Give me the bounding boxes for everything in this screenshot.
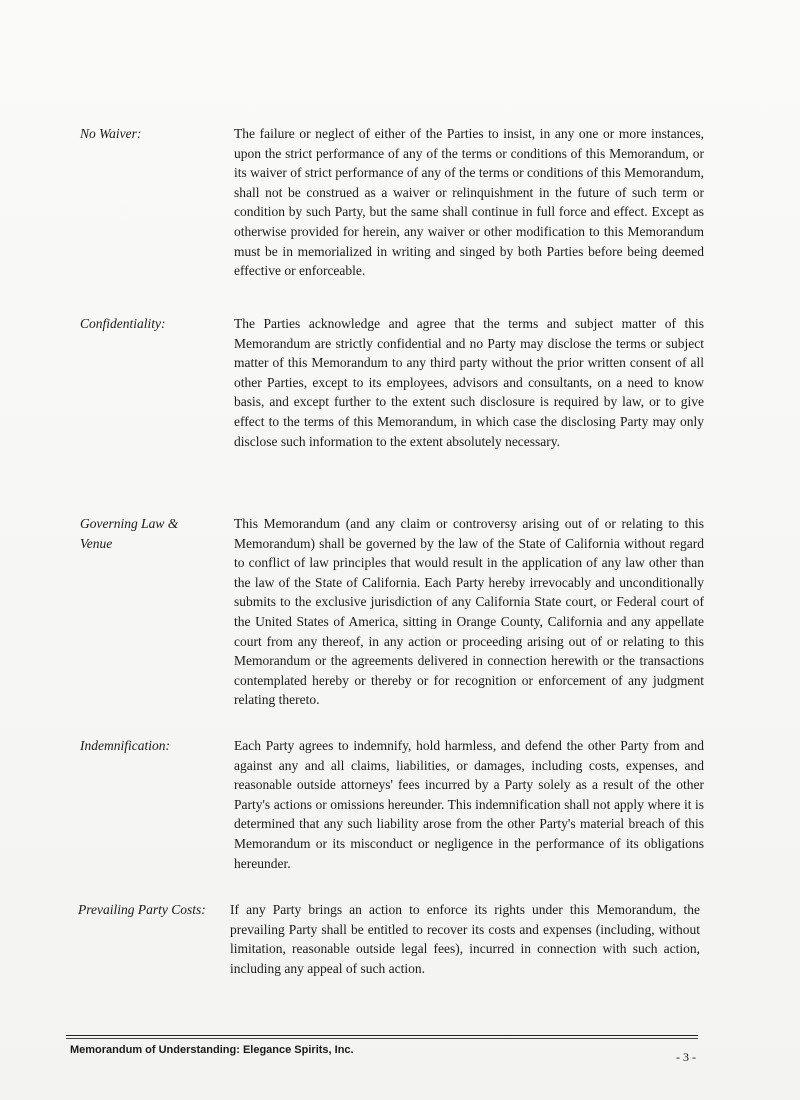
page-number: - 3 -	[676, 1050, 696, 1064]
section-text: If any Party brings an action to enforce its rights under this Memorandum, the prevailing Party shall be entitled to recover its costs and expenses (including, without limitation, reasonable outside legal fees), incurred in connection with such action, including any appeal of such action.	[230, 902, 700, 976]
footer-rule-thin	[66, 1038, 698, 1039]
section-heading: Prevailing Party Costs:	[78, 902, 206, 917]
section-text: This Memorandum (and any claim or controversy arising out of or relating to this Memorandum) shall be governed by the law of the State of California without regard to conflict of law principles that would result in the application of any law other than the law of the State of California. Each Party hereby irrevocably and unconditionally submits to the exclusive jurisdiction of any California State court, or Federal court of the United States of America, sitting in Orange County, California and any appellate court from any thereof, in any action or proceeding arising out of or relating to this Memorandum or the agreements delivered in connection herewith or the transactions contemplated hereby or thereby or for recognition or enforcement of any judgment relating thereto.	[234, 516, 704, 708]
section-text: The Parties acknowledge and agree that the terms and subject matter of this Memorandum are strictly confidential and no Party may disclose the terms or subject matter of this Memorandum to any third party without the prior written consent of all other Parties, except to its employees, advisors and consultants, on a need to know basis, and except further to the extent such disclosure is required by law, or to give effect to the terms of this Memorandum, in which case the disclosing Party may only disclose such information to the extent absolutely necessary.	[234, 316, 704, 449]
section-text: Each Party agrees to indemnify, hold harmless, and defend the other Party from and against any and all claims, liabilities, or damages, including costs, expenses, and reasonable outside attorneys' fees incurred by a Party solely as a result of the other Party's actions or omissions hereunder. This indemnification shall not apply where it is determined that any such liability arose from the other Party's material breach of this Memorandum or its misconduct or negligence in the performance of its obligations hereunder.	[234, 738, 704, 871]
section-text: The failure or neglect of either of the Parties to insist, in any one or more instances, upon the strict performance of any of the terms or conditions of this Memorandum, or its waiver of strict performance of any of the terms or conditions of this Memorandum, shall not be construed as a waiver or relinquishment in the future of such term or condition by such Party, but the same shall continue in full force and effect. Except as otherwise provided for herein, any waiver or other modification to this Memorandum must be in memorialized in writing and singed by both Parties before being deemed effective or enforceable.	[234, 126, 704, 279]
section-heading: Indemnification:	[80, 738, 170, 753]
footer-rule	[66, 1035, 698, 1036]
footer-document-title: Memorandum of Understanding: Elegance Spirits, Inc.	[70, 1044, 354, 1056]
section-heading: Confidentiality:	[80, 316, 166, 331]
section-heading: No Waiver:	[80, 126, 142, 141]
section-heading: Governing Law & Venue	[80, 516, 179, 551]
